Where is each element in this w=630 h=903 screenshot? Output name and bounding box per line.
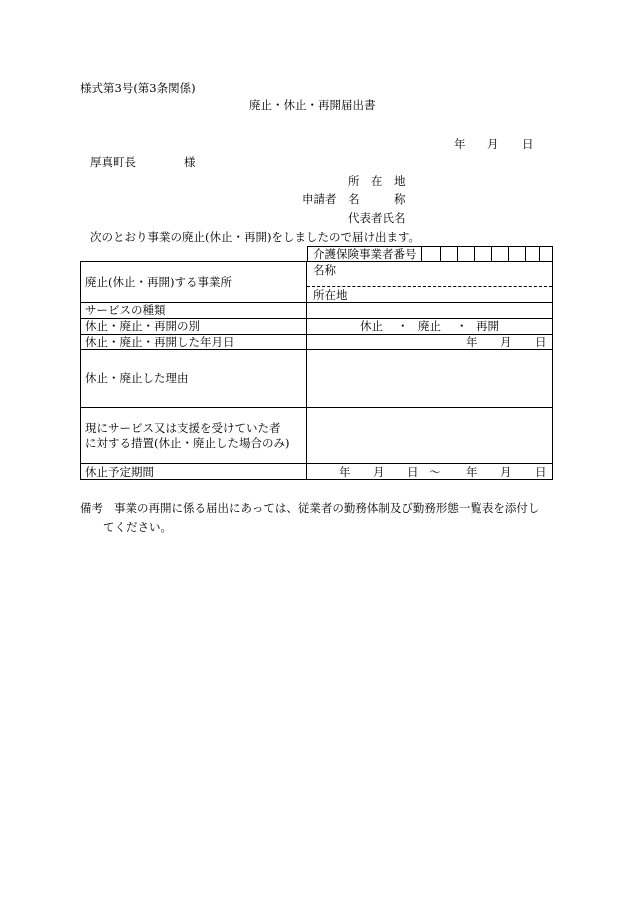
date-unit-month: 月 <box>500 335 512 349</box>
period-unit-day-2: 日 <box>535 465 547 479</box>
type-option-resume: 再開 <box>476 319 499 333</box>
period-tilde: ～ <box>429 465 441 479</box>
date-month-label: 月 <box>487 137 499 151</box>
intro-text: 次のとおり事業の廃止(休止・再開)をしましたので届け出ます。 <box>90 230 421 244</box>
addressee-name: 厚真町長 <box>90 155 136 169</box>
service-type-label: サービスの種類 <box>85 303 166 317</box>
date-day-label: 日 <box>522 137 534 151</box>
date-year-label: 年 <box>454 137 466 151</box>
applicant-name-label: 名 称 <box>348 192 406 206</box>
period-unit-month-1: 月 <box>373 465 385 479</box>
type-option-suspend: 休止 <box>360 319 383 333</box>
addressee-honorific: 様 <box>184 155 196 169</box>
note-line1: 事業の再開に係る届出にあっては、従業者の勤務体制及び勤務形態一覧表を添付し <box>114 501 540 515</box>
document-title: 廃止・休止・再開届出書 <box>249 98 376 112</box>
period-unit-year-1: 年 <box>339 465 351 479</box>
note-label: 備考 <box>80 501 103 515</box>
office-name-label: 名称 <box>313 263 336 277</box>
note-line2: てください。 <box>103 520 172 534</box>
type-label: 休止・廃止・再開の別 <box>85 319 200 333</box>
type-option-sep-2: ・ <box>456 319 468 333</box>
period-label: 休止予定期間 <box>85 465 154 479</box>
date-unit-year: 年 <box>466 335 478 349</box>
applicant-rep-label: 代表者氏名 <box>348 211 406 225</box>
date-unit-day: 日 <box>535 335 547 349</box>
measures-label-line2: に対する措置(休止・廃止した場合のみ) <box>85 436 290 450</box>
applicant-address-label: 所 在 地 <box>348 174 406 188</box>
applicant-label: 申請者 <box>302 192 337 206</box>
reason-label: 休止・廃止した理由 <box>85 371 189 385</box>
type-option-sep-1: ・ <box>397 319 409 333</box>
insurance-number-label: 介護保険事業者番号 <box>313 247 417 261</box>
office-label: 廃止(休止・再開)する事業所 <box>85 275 232 289</box>
date-label: 休止・廃止・再開した年月日 <box>85 335 235 349</box>
form-number: 様式第3号(第3条関係) <box>80 81 196 95</box>
period-unit-month-2: 月 <box>500 465 512 479</box>
measures-label-line1: 現にサービス又は支援を受けていた者 <box>85 421 281 435</box>
period-unit-year-2: 年 <box>466 465 478 479</box>
office-address-label: 所在地 <box>313 288 348 302</box>
type-option-abolish: 廃止 <box>418 319 441 333</box>
period-unit-day-1: 日 <box>407 465 419 479</box>
